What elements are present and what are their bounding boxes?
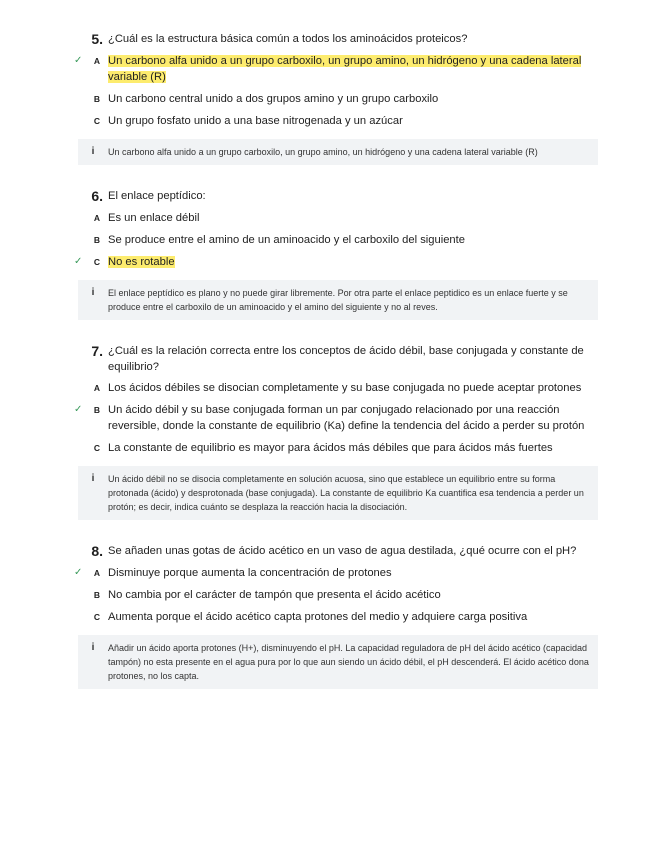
check-icon: ✓ xyxy=(74,256,83,267)
question-text: ¿Cuál es la estructura básica común a todos los aminoácidos proteicos? xyxy=(108,33,468,45)
option-letter: C xyxy=(93,443,101,453)
quiz-page xyxy=(74,30,598,711)
info-icon: i xyxy=(91,146,95,157)
option-c[interactable] xyxy=(74,254,598,270)
explanation-box xyxy=(78,635,598,689)
option-c[interactable] xyxy=(78,113,598,129)
explanation-box xyxy=(78,139,598,165)
option-letter: B xyxy=(93,590,101,600)
question-number: 8. xyxy=(91,543,103,559)
option-letter: B xyxy=(93,94,101,104)
info-icon: i xyxy=(91,642,95,653)
option-b[interactable] xyxy=(74,402,598,434)
option-text: No es rotable xyxy=(108,256,175,268)
option-text: Es un enlace débil xyxy=(108,212,200,224)
option-letter: C xyxy=(93,257,101,267)
explanation-box xyxy=(78,280,598,320)
option-letter: A xyxy=(93,568,101,578)
option-text: La constante de equilibrio es mayor para ácidos más débiles que para ácidos más fuertes xyxy=(108,442,553,454)
option-text: Aumenta porque el ácido acético capta protones del medio y adquiere carga positiva xyxy=(108,611,528,623)
explanation-text: Un carbono alfa unido a un grupo carboxilo, un grupo amino, un hidrógeno y una cadena lateral variable (R) xyxy=(108,147,538,157)
option-letter: B xyxy=(93,405,101,415)
option-text: Un carbono alfa unido a un grupo carboxilo, un grupo amino, un hidrógeno y una cadena lateral variable (R) xyxy=(108,55,582,83)
option-letter: A xyxy=(93,56,101,66)
option-a[interactable] xyxy=(78,210,598,226)
option-a[interactable] xyxy=(78,380,598,396)
option-text: Disminuye porque aumenta la concentración de protones xyxy=(108,567,392,579)
option-letter: B xyxy=(93,235,101,245)
option-text: Los ácidos débiles se disocian completamente y su base conjugada no puede aceptar protones xyxy=(108,382,582,394)
check-icon: ✓ xyxy=(74,567,83,578)
question-number: 7. xyxy=(91,343,103,359)
explanation-text: Un ácido débil no se disocia completamente en solución acuosa, sino que establece un equilibrio entre su forma protonada (ácido) y desprotonada (base conjugada). La constante de equilibrio Ka cuantifica esa tendencia a perder un protón; es decir, indica cuánto se desplaza la reacción hacia la disociación. xyxy=(108,474,584,512)
explanation-text: El enlace peptídico es plano y no puede girar libremente. Por otra parte el enlace peptidico es un enlace fuerte y se produce entre el carboxilo de un aminoacido y el amino del siguiente y no al reves. xyxy=(108,288,568,312)
question-8 xyxy=(74,542,598,689)
option-letter: A xyxy=(93,213,101,223)
question-7 xyxy=(74,342,598,520)
explanation-box xyxy=(78,466,598,520)
check-icon: ✓ xyxy=(74,404,83,415)
option-c[interactable] xyxy=(78,609,598,625)
question-number: 5. xyxy=(91,31,103,47)
info-icon: i xyxy=(91,473,95,484)
check-icon: ✓ xyxy=(74,55,83,66)
question-number: 6. xyxy=(91,188,103,204)
option-text: Un ácido débil y su base conjugada forman un par conjugado relacionado por una reacción reversible, donde la constante de equilibrio (Ka) define la tendencia del ácido a perder su protón xyxy=(108,404,585,432)
option-c[interactable] xyxy=(78,440,598,456)
option-a[interactable] xyxy=(74,53,598,85)
option-letter: C xyxy=(93,116,101,126)
option-text: Un grupo fosfato unido a una base nitrogenada y un azúcar xyxy=(108,115,403,127)
question-5 xyxy=(74,30,598,165)
option-text: No cambia por el carácter de tampón que presenta el ácido acético xyxy=(108,589,441,601)
info-icon: i xyxy=(91,287,95,298)
option-b[interactable] xyxy=(78,91,598,107)
question-text: ¿Cuál es la relación correcta entre los conceptos de ácido débil, base conjugada y constante de equilibrio? xyxy=(108,345,584,373)
option-text: Un carbono central unido a dos grupos amino y un grupo carboxilo xyxy=(108,93,439,105)
question-text: Se añaden unas gotas de ácido acético en un vaso de agua destilada, ¿qué ocurre con el pH? xyxy=(108,545,577,557)
explanation-text: Añadir un ácido aporta protones (H+), disminuyendo el pH. La capacidad reguladora de pH del ácido acético (capacidad tampón) no esta presente en el agua pura por lo que aun siendo un ácido débil, el pH descenderá. El ácido acético dona protones, no los capta. xyxy=(108,643,589,681)
question-text: El enlace peptídico: xyxy=(108,190,206,202)
option-b[interactable] xyxy=(78,232,598,248)
option-letter: A xyxy=(93,383,101,393)
option-b[interactable] xyxy=(78,587,598,603)
option-letter: C xyxy=(93,612,101,622)
option-a[interactable] xyxy=(74,565,598,581)
option-text: Se produce entre el amino de un aminoacido y el carboxilo del siguiente xyxy=(108,234,465,246)
question-6 xyxy=(74,187,598,320)
